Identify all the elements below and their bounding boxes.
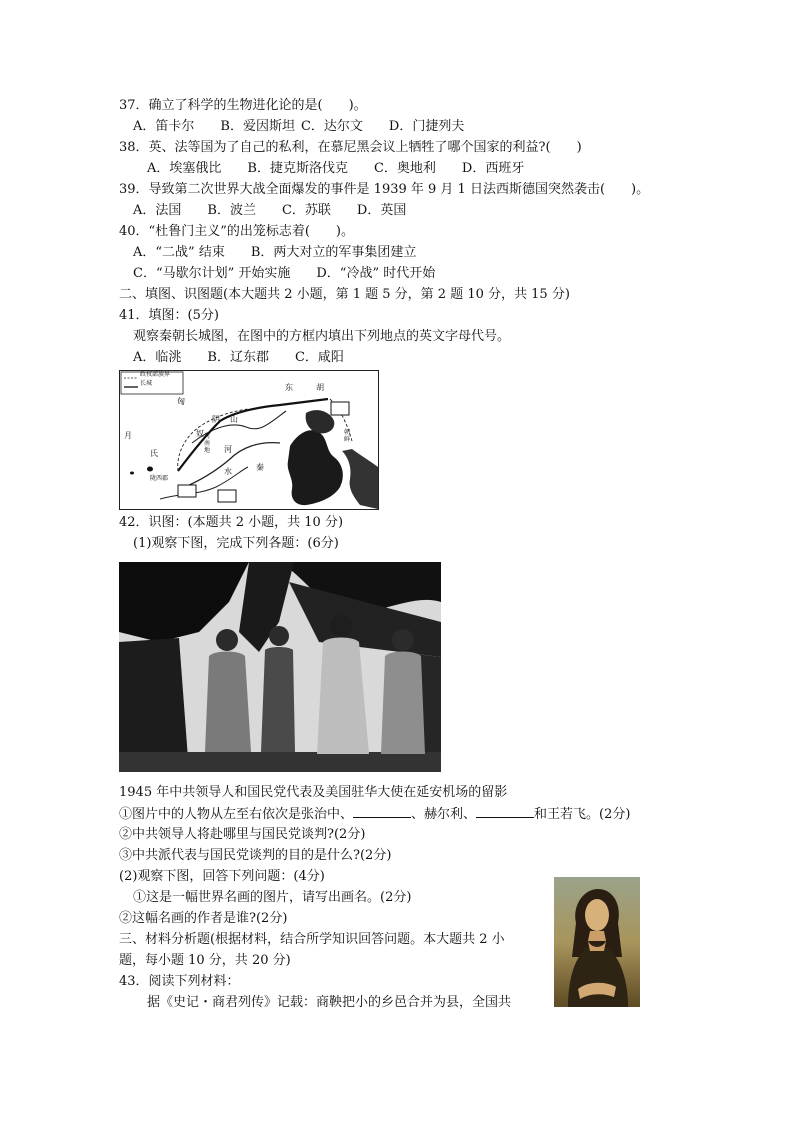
q41-options bbox=[133, 349, 370, 367]
q42-sub2-item2: ②这幅名画的作者是谁?(2分) bbox=[119, 911, 288, 926]
q40-option-b: B．两大对立的军事集团建立 bbox=[250, 245, 417, 260]
q42-item1 bbox=[119, 805, 630, 824]
q41-title: 41．填图：(5分) bbox=[119, 308, 219, 323]
q39-option-d: D．英国 bbox=[356, 203, 407, 218]
mona-lisa-painting bbox=[554, 877, 640, 1007]
q38-option-c: C．奥地利 bbox=[373, 161, 436, 176]
map-label-yin: 阴 bbox=[212, 415, 220, 424]
q41-instruction: 观察秦朝长城图，在图中的方框内填出下列地点的英文字母代号。 bbox=[133, 329, 511, 344]
q42-sub1: (1)观察下图，完成下列各题：(6分) bbox=[133, 536, 339, 551]
map-label-longxi: 陇西郡 bbox=[150, 475, 169, 482]
map-legend-wall: 长城 bbox=[140, 380, 153, 387]
qin-great-wall-map bbox=[119, 370, 379, 510]
q42-item1-part-a: ①图片中的人物从左至右依次是张治中、 bbox=[119, 807, 354, 822]
q42-title: 42．识图：(本题共 2 小题，共 10 分) bbox=[119, 515, 344, 530]
q42-item2: ②中共领导人将赴哪里与国民党谈判?(2分) bbox=[119, 827, 366, 842]
q39-option-a: A．法国 bbox=[133, 203, 182, 218]
q37-option-a: A．笛卡尔 bbox=[133, 119, 195, 134]
q38-option-a: A．埃塞俄比 bbox=[147, 161, 222, 176]
map-label-yue: 月 bbox=[124, 431, 132, 440]
q41-option-c: C．咸阳 bbox=[294, 350, 344, 365]
answer-blank-1[interactable] bbox=[353, 805, 411, 818]
q40-option-c: C．“马歇尔计划” 开始实施 bbox=[133, 266, 291, 281]
q38-stem: 38．英、法等国为了自己的私利，在慕尼黑会议上牺牲了哪个国家的利益?( ) bbox=[119, 140, 582, 155]
q37-option-b: B．爱因斯坦 bbox=[220, 119, 295, 134]
q40-options-row1 bbox=[133, 244, 442, 262]
map-label-hu: 胡 bbox=[316, 383, 324, 392]
section-3-heading-line1: 三、材料分析题(根据材料，结合所学知识回答问题。本大题共 2 小 bbox=[119, 932, 505, 947]
map-label-henandi: 河南地 bbox=[204, 433, 211, 454]
map-label-chaoxian: 朝鲜 bbox=[344, 429, 351, 443]
map-label-dong: 东 bbox=[285, 383, 293, 392]
q40-stem: 40．“杜鲁门主义”的出笼标志着( )。 bbox=[119, 224, 354, 239]
map-label-xiong: 匈 bbox=[177, 397, 185, 406]
map-label-nu: 奴 bbox=[196, 429, 204, 438]
q39-option-c: C．苏联 bbox=[281, 203, 331, 218]
q41-option-a: A．临洮 bbox=[133, 350, 182, 365]
section-3-heading-line2: 题，每小题 10 分，共 20 分) bbox=[119, 953, 291, 968]
section-2-heading: 二、填图、识图题(本大题共 2 小题，第 1 题 5 分，第 2 题 10 分，共 15 分) bbox=[119, 287, 570, 302]
q38-option-b: B．捷克斯洛伐克 bbox=[247, 161, 348, 176]
q39-options bbox=[133, 202, 432, 220]
map-legend-border: 政权部族界 bbox=[140, 371, 171, 378]
q40-option-d: D．“冷战” 时代开始 bbox=[316, 266, 436, 281]
yanan-airport-photo bbox=[119, 562, 441, 772]
q42-sub2: (2)观察下图，回答下列问题：(4分) bbox=[119, 869, 325, 884]
q43-title: 43．阅读下列材料： bbox=[119, 974, 240, 989]
q38-option-d: D．西班牙 bbox=[461, 161, 525, 176]
photo-caption: 1945 年中共领导人和国民党代表及美国驻华大使在延安机场的留影 bbox=[119, 785, 508, 800]
q40-options-row2 bbox=[133, 265, 461, 283]
q37-stem: 37．确立了科学的生物进化论的是( )。 bbox=[119, 98, 367, 113]
map-label-shi: 氏 bbox=[150, 449, 158, 458]
q40-option-a: A．“二战” 结束 bbox=[133, 245, 225, 260]
q37-options bbox=[133, 118, 490, 136]
map-label-he: 河 bbox=[224, 445, 232, 454]
q38-options bbox=[147, 160, 550, 178]
q37-option-c: C．达尔文 bbox=[300, 119, 363, 134]
answer-blank-2[interactable] bbox=[476, 805, 534, 818]
q39-option-b: B．波兰 bbox=[207, 203, 256, 218]
q37-option-d: D．门捷列夫 bbox=[388, 119, 465, 134]
q42-sub2-item1: ①这是一幅世界名画的图片，请写出画名。(2分) bbox=[133, 890, 412, 905]
q41-option-b: B．辽东郡 bbox=[207, 350, 269, 365]
q39-stem: 39．导致第二次世界大战全面爆发的事件是 1939 年 9 月 1 日法西斯德国突然袭击( )。 bbox=[119, 182, 650, 197]
q42-item1-part-c: 和王若飞。(2分) bbox=[534, 807, 631, 822]
q42-item3: ③中共派代表与国民党谈判的目的是什么?(2分) bbox=[119, 848, 392, 863]
q42-item1-part-b: 、赫尔利、 bbox=[411, 807, 477, 822]
map-label-qin: 秦 bbox=[256, 463, 264, 472]
q43-material-text: 据《史记・商君列传》记载：商鞅把小的乡邑合并为县，全国共 bbox=[147, 995, 512, 1010]
map-label-shui: 水 bbox=[224, 467, 232, 476]
map-label-shan: 山 bbox=[230, 415, 238, 424]
